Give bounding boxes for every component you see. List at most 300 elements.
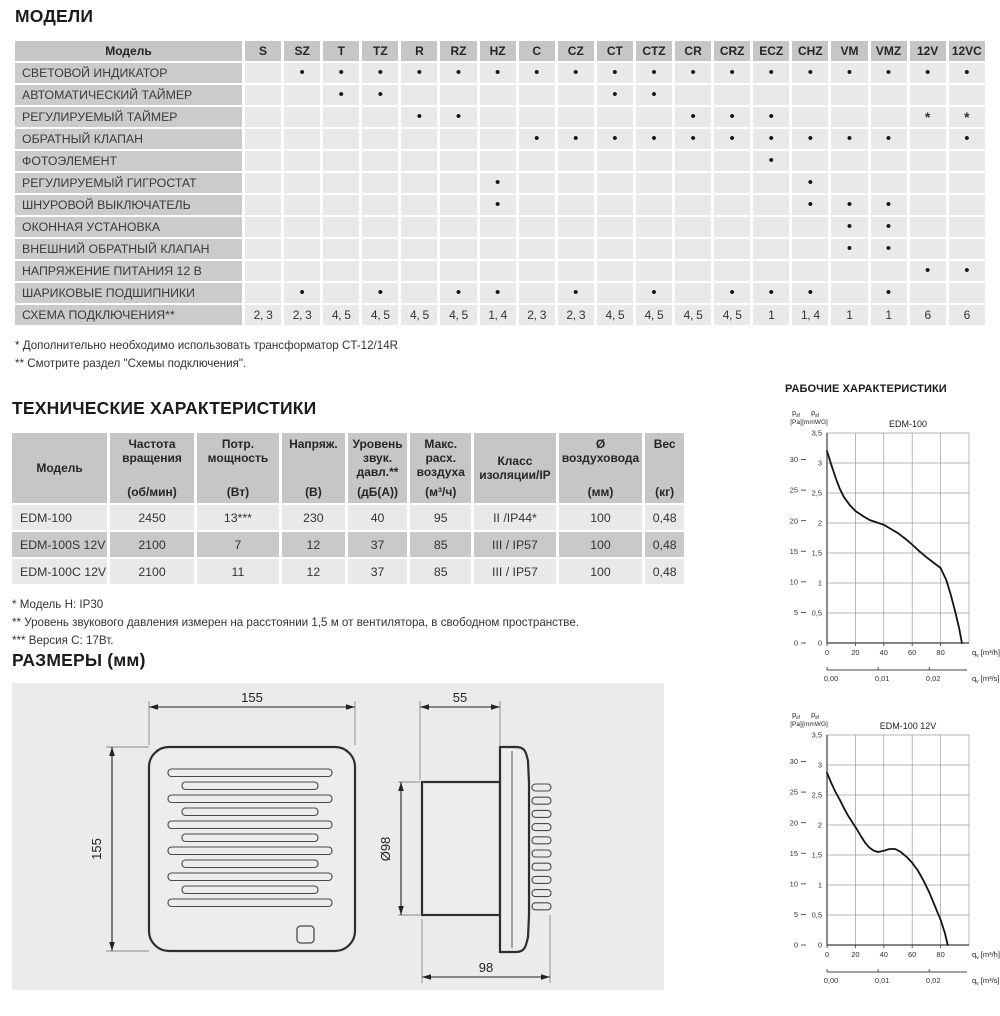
m3h-tick-label: 60	[908, 950, 917, 959]
tech-header-title: Потр. мощность	[207, 437, 269, 465]
matrix-empty-cell	[636, 107, 672, 127]
matrix-empty-cell	[284, 107, 320, 127]
matrix-cell: 4, 5	[597, 305, 633, 325]
matrix-empty-cell	[949, 239, 985, 259]
matrix-empty-cell	[519, 173, 555, 193]
matrix-empty-cell	[636, 261, 672, 281]
matrix-empty-cell	[597, 173, 633, 193]
matrix-empty-cell	[949, 283, 985, 303]
flow-axis-unit: $q_v$ [m³/s]	[972, 976, 1000, 987]
duct-length-dim-label: 98	[478, 960, 494, 975]
feature-label: ФОТОЭЛЕМЕНТ	[15, 151, 242, 171]
mmwg-tick-label: 0	[817, 940, 822, 950]
matrix-cell: •	[792, 283, 828, 303]
model-column-header: HZ	[480, 41, 516, 61]
spring-coil	[532, 797, 551, 804]
matrix-cell: 6	[910, 305, 946, 325]
tech-header-title: Макс. расх. воздуха	[416, 437, 465, 479]
matrix-cell: •	[753, 63, 789, 83]
matrix-empty-cell	[910, 283, 946, 303]
tech-header-unit: (мм)	[587, 485, 614, 499]
matrix-empty-cell	[675, 283, 711, 303]
matrix-empty-cell	[636, 151, 672, 171]
m3h-tick-label: 0	[824, 950, 830, 959]
matrix-empty-cell	[792, 151, 828, 171]
matrix-empty-cell	[831, 85, 867, 105]
matrix-empty-cell	[714, 85, 750, 105]
matrix-empty-cell	[753, 85, 789, 105]
feature-row	[15, 107, 985, 127]
models-section	[15, 6, 987, 373]
m3s-tick-label: 0,02	[925, 976, 941, 985]
chart-title: EDM-100	[888, 419, 928, 429]
pa-tick-label: 30	[789, 455, 798, 465]
spring-coil	[532, 810, 551, 817]
side-depth-dim-label: 55	[452, 690, 468, 705]
feature-label: ВНЕШНИЙ ОБРАТНЫЙ КЛАПАН	[15, 239, 242, 259]
model-column-header: 12V	[910, 41, 946, 61]
matrix-empty-cell	[910, 151, 946, 171]
feature-row	[15, 217, 985, 237]
matrix-cell: •	[831, 129, 867, 149]
feature-label: ШАРИКОВЫЕ ПОДШИПНИКИ	[15, 283, 242, 303]
model-feature-matrix	[12, 39, 988, 327]
performance-chart-edm100	[785, 403, 1000, 693]
pa-tick-label: 10	[789, 879, 798, 889]
matrix-empty-cell	[636, 239, 672, 259]
matrix-empty-cell	[401, 129, 437, 149]
matrix-empty-cell	[831, 107, 867, 127]
matrix-empty-cell	[714, 195, 750, 215]
tech-value-cell: 85	[410, 559, 471, 584]
matrix-cell: 6	[949, 305, 985, 325]
pa-tick-label: 10	[789, 577, 798, 587]
feature-label: АВТОМАТИЧЕСКИЙ ТАЙМЕР	[15, 85, 242, 105]
model-column-header: SZ	[284, 41, 320, 61]
matrix-cell: 2, 3	[284, 305, 320, 325]
matrix-empty-cell	[597, 217, 633, 237]
matrix-empty-cell	[675, 239, 711, 259]
footnote-line: *** Версия С: 17Вт.	[12, 633, 114, 647]
matrix-cell: •	[871, 217, 907, 237]
feature-row	[15, 195, 985, 215]
matrix-empty-cell	[440, 151, 476, 171]
matrix-empty-cell	[558, 217, 594, 237]
matrix-empty-cell	[245, 63, 281, 83]
matrix-empty-cell	[558, 85, 594, 105]
model-column-header: TZ	[362, 41, 398, 61]
matrix-empty-cell	[949, 195, 985, 215]
mmwg-tick-label: 0	[817, 638, 822, 648]
pressure-axis-unit: [mmWG]	[802, 419, 828, 426]
matrix-empty-cell	[949, 217, 985, 237]
feature-label: РЕГУЛИРУЕМЫЙ ТАЙМЕР	[15, 107, 242, 127]
matrix-cell: 4, 5	[323, 305, 359, 325]
pa-tick-label: 5	[793, 910, 798, 920]
matrix-empty-cell	[753, 195, 789, 215]
matrix-empty-cell	[245, 261, 281, 281]
pressure-axis-unit: [mmWG]	[802, 721, 828, 728]
matrix-empty-cell	[362, 195, 398, 215]
feature-row	[15, 239, 985, 259]
model-column-header: CTZ	[636, 41, 672, 61]
fan-duct-body	[422, 782, 500, 915]
duct-diameter-dim-label: Ø98	[378, 836, 393, 862]
footnote-line: * Дополнительно необходимо использовать трансформатор CT-12/14R	[15, 339, 399, 352]
matrix-empty-cell	[636, 173, 672, 193]
tech-value-cell: 37	[348, 532, 407, 557]
matrix-cell: •	[871, 63, 907, 83]
matrix-empty-cell	[245, 283, 281, 303]
matrix-empty-cell	[480, 85, 516, 105]
tech-column-header	[110, 433, 194, 503]
matrix-cell: •	[753, 107, 789, 127]
tech-value-cell: 85	[410, 532, 471, 557]
spring-coil	[532, 903, 551, 910]
matrix-empty-cell	[245, 217, 281, 237]
m3h-tick-label: 60	[908, 648, 917, 657]
matrix-cell: •	[675, 107, 711, 127]
tech-value-cell: 0,48	[645, 532, 684, 557]
matrix-cell: 2, 3	[519, 305, 555, 325]
mmwg-tick-label: 1	[817, 880, 822, 890]
matrix-cell: •	[401, 63, 437, 83]
matrix-empty-cell	[871, 151, 907, 171]
matrix-cell: •	[440, 283, 476, 303]
dimensions-panel	[12, 683, 664, 990]
tech-value-cell: 100	[559, 559, 643, 584]
matrix-empty-cell	[910, 239, 946, 259]
tech-value-cell: 2100	[110, 532, 194, 557]
fan-front-cover-side	[500, 747, 529, 952]
matrix-empty-cell	[949, 173, 985, 193]
model-column-header: R	[401, 41, 437, 61]
tech-footnotes	[12, 596, 687, 650]
matrix-cell: •	[636, 129, 672, 149]
model-name-cell: EDM-100	[12, 505, 107, 530]
matrix-empty-cell	[714, 173, 750, 193]
matrix-empty-cell	[519, 151, 555, 171]
matrix-empty-cell	[910, 217, 946, 237]
matrix-empty-cell	[753, 173, 789, 193]
matrix-empty-cell	[675, 261, 711, 281]
model-column-header: C	[519, 41, 555, 61]
matrix-empty-cell	[871, 261, 907, 281]
pressure-axis-unit: [Pa]	[790, 419, 802, 426]
matrix-empty-cell	[597, 107, 633, 127]
spring-coil	[532, 784, 551, 791]
m3s-tick-label: 0,01	[874, 674, 890, 683]
matrix-empty-cell	[871, 173, 907, 193]
tech-header-title: Напряж.	[289, 437, 338, 451]
matrix-cell: •	[753, 283, 789, 303]
matrix-empty-cell	[440, 217, 476, 237]
model-name-cell: EDM-100S 12V	[12, 532, 107, 557]
matrix-empty-cell	[245, 129, 281, 149]
spring-coil	[532, 824, 551, 831]
tech-value-cell: 0,48	[645, 559, 684, 584]
tech-header-unit: (м³/ч)	[425, 485, 457, 499]
tech-header-title: Модель	[36, 461, 83, 475]
feature-label: ОБРАТНЫЙ КЛАПАН	[15, 129, 242, 149]
matrix-empty-cell	[323, 107, 359, 127]
feature-row	[15, 173, 985, 193]
matrix-empty-cell	[910, 173, 946, 193]
matrix-empty-cell	[401, 151, 437, 171]
mmwg-tick-label: 2,5	[811, 790, 822, 800]
matrix-cell: •	[910, 63, 946, 83]
model-column-header: T	[323, 41, 359, 61]
matrix-empty-cell	[519, 195, 555, 215]
matrix-empty-cell	[440, 129, 476, 149]
matrix-empty-cell	[519, 217, 555, 237]
matrix-empty-cell	[323, 261, 359, 281]
matrix-cell: •	[323, 85, 359, 105]
tech-header-unit: (В)	[305, 485, 322, 499]
flow-axis-unit: $q_v$ [m³/s]	[972, 674, 1000, 685]
matrix-empty-cell	[401, 217, 437, 237]
matrix-cell: •	[831, 195, 867, 215]
matrix-empty-cell	[401, 85, 437, 105]
matrix-cell: •	[792, 195, 828, 215]
matrix-cell: •	[910, 261, 946, 281]
matrix-empty-cell	[558, 239, 594, 259]
pressure-axis-symbol: $p_{sf}$	[811, 410, 819, 419]
matrix-empty-cell	[831, 283, 867, 303]
matrix-empty-cell	[910, 195, 946, 215]
matrix-empty-cell	[323, 195, 359, 215]
matrix-cell: 4, 5	[714, 305, 750, 325]
matrix-cell: 4, 5	[362, 305, 398, 325]
matrix-cell: •	[558, 129, 594, 149]
matrix-empty-cell	[480, 261, 516, 281]
matrix-empty-cell	[597, 195, 633, 215]
matrix-empty-cell	[440, 261, 476, 281]
spring-coil	[532, 850, 551, 857]
spring-coil	[532, 837, 551, 844]
model-column-header: CRZ	[714, 41, 750, 61]
flow-axis-unit: $q_v$ [m³/h]	[972, 648, 1000, 659]
matrix-empty-cell	[362, 107, 398, 127]
tech-column-header	[12, 433, 107, 503]
matrix-empty-cell	[675, 217, 711, 237]
feature-label: СХЕМА ПОДКЛЮЧЕНИЯ**	[15, 305, 242, 325]
m3h-tick-label: 0	[824, 648, 830, 657]
tech-value-cell: 2450	[110, 505, 194, 530]
tech-column-header	[559, 433, 643, 503]
m3h-tick-label: 20	[851, 648, 860, 657]
tech-column-header	[645, 433, 684, 503]
mmwg-tick-label: 2	[817, 518, 822, 528]
matrix-cell: •	[792, 173, 828, 193]
matrix-empty-cell	[362, 217, 398, 237]
matrix-empty-cell	[440, 239, 476, 259]
matrix-empty-cell	[401, 261, 437, 281]
chart-grid	[827, 735, 969, 945]
matrix-empty-cell	[362, 239, 398, 259]
matrix-empty-cell	[714, 239, 750, 259]
matrix-cell: •	[597, 63, 633, 83]
footnote-line: ** Уровень звукового давления измерен на расстоянии 1,5 м от вентилятора, в свободном пространстве.	[12, 615, 579, 629]
feature-label: НАПРЯЖЕНИЕ ПИТАНИЯ 12 В	[15, 261, 242, 281]
matrix-cell: •	[831, 63, 867, 83]
model-column-header: Модель	[15, 41, 242, 61]
matrix-empty-cell	[597, 239, 633, 259]
feature-row	[15, 85, 985, 105]
pa-tick-label: 30	[789, 757, 798, 767]
models-footnotes	[15, 337, 987, 373]
tech-column-header	[474, 433, 555, 503]
matrix-empty-cell	[636, 195, 672, 215]
m3s-tick-label: 0,01	[874, 976, 890, 985]
charts-heading: РАБОЧИЕ ХАРАКТЕРИСТИКИ	[785, 383, 947, 395]
matrix-cell: •	[949, 261, 985, 281]
matrix-empty-cell	[792, 217, 828, 237]
tech-value-cell: III / IP57	[474, 532, 555, 557]
tech-value-cell: III / IP57	[474, 559, 555, 584]
matrix-empty-cell	[245, 173, 281, 193]
matrix-cell: •	[480, 283, 516, 303]
spring-coil	[532, 876, 551, 883]
matrix-cell: •	[597, 129, 633, 149]
mmwg-tick-label: 3	[817, 458, 822, 468]
pressure-axis-symbol: $p_{sf}$	[792, 410, 800, 419]
matrix-empty-cell	[401, 173, 437, 193]
mmwg-tick-label: 3,5	[811, 730, 822, 740]
matrix-empty-cell	[245, 151, 281, 171]
tech-specs-table	[9, 431, 687, 586]
matrix-cell: •	[636, 63, 672, 83]
matrix-empty-cell	[558, 107, 594, 127]
pa-tick-label: 5	[793, 608, 798, 618]
tech-value-cell: 13***	[197, 505, 279, 530]
matrix-cell: •	[362, 85, 398, 105]
model-name-cell: EDM-100C 12V	[12, 559, 107, 584]
matrix-empty-cell	[519, 85, 555, 105]
matrix-cell: •	[714, 107, 750, 127]
tech-value-cell: 12	[282, 559, 345, 584]
model-column-header: VMZ	[871, 41, 907, 61]
tech-value-cell: 40	[348, 505, 407, 530]
tech-header-unit: (об/мин)	[127, 485, 177, 499]
tech-header-unit: (дБ(А))	[357, 485, 398, 499]
matrix-empty-cell	[245, 107, 281, 127]
matrix-cell: •	[792, 63, 828, 83]
spring-coil	[532, 890, 551, 897]
chart-title: EDM-100 12V	[879, 721, 937, 731]
tech-value-cell: 7	[197, 532, 279, 557]
matrix-empty-cell	[831, 151, 867, 171]
matrix-empty-cell	[480, 151, 516, 171]
matrix-cell: •	[714, 63, 750, 83]
feature-row	[15, 63, 985, 83]
tech-value-cell: 95	[410, 505, 471, 530]
models-heading: МОДЕЛИ	[15, 6, 94, 26]
matrix-empty-cell	[284, 217, 320, 237]
matrix-cell: •	[831, 239, 867, 259]
matrix-cell: •	[675, 63, 711, 83]
mmwg-tick-label: 1,5	[811, 548, 822, 558]
matrix-cell: •	[480, 63, 516, 83]
matrix-empty-cell	[636, 217, 672, 237]
matrix-empty-cell	[362, 129, 398, 149]
matrix-empty-cell	[558, 195, 594, 215]
model-column-header: CT	[597, 41, 633, 61]
mmwg-tick-label: 3	[817, 760, 822, 770]
matrix-cell: 2, 3	[558, 305, 594, 325]
matrix-empty-cell	[910, 85, 946, 105]
matrix-empty-cell	[558, 151, 594, 171]
tech-value-cell: 100	[559, 532, 643, 557]
matrix-empty-cell	[284, 195, 320, 215]
matrix-empty-cell	[480, 239, 516, 259]
tech-value-cell: 100	[559, 505, 643, 530]
model-column-header: VM	[831, 41, 867, 61]
matrix-cell: •	[480, 173, 516, 193]
tech-heading: ТЕХНИЧЕСКИЕ ХАРАКТЕРИСТИКИ	[12, 398, 317, 418]
matrix-empty-cell	[284, 151, 320, 171]
chart-grid	[827, 433, 969, 643]
pa-tick-label: 25	[789, 787, 798, 797]
matrix-empty-cell	[597, 151, 633, 171]
tech-value-cell: II /IP44*	[474, 505, 555, 530]
matrix-cell: 1, 4	[792, 305, 828, 325]
tech-section	[12, 398, 687, 650]
matrix-empty-cell	[401, 195, 437, 215]
matrix-cell: •	[714, 283, 750, 303]
matrix-cell: •	[714, 129, 750, 149]
matrix-cell: •	[636, 283, 672, 303]
feature-row	[15, 305, 985, 325]
pa-tick-label: 15	[789, 848, 798, 858]
matrix-empty-cell	[440, 85, 476, 105]
matrix-empty-cell	[519, 261, 555, 281]
matrix-cell: •	[871, 283, 907, 303]
front-width-dim-label: 155	[241, 690, 263, 705]
matrix-empty-cell	[949, 85, 985, 105]
tech-value-cell: 37	[348, 559, 407, 584]
footnote-line: * Модель H: IP30	[12, 598, 104, 611]
matrix-empty-cell	[401, 283, 437, 303]
matrix-empty-cell	[597, 261, 633, 281]
model-column-header: CZ	[558, 41, 594, 61]
matrix-empty-cell	[792, 261, 828, 281]
tech-value-cell: 0,48	[645, 505, 684, 530]
matrix-empty-cell	[362, 173, 398, 193]
matrix-empty-cell	[753, 261, 789, 281]
matrix-empty-cell	[440, 173, 476, 193]
tech-column-header	[410, 433, 471, 503]
flow-axis-unit: $q_v$ [m³/h]	[972, 950, 1000, 961]
tech-column-header	[197, 433, 279, 503]
tech-row	[12, 559, 684, 584]
tech-header-title: Уровень звук. давл.**	[352, 437, 403, 479]
m3s-tick-label: 0,02	[925, 674, 941, 683]
matrix-empty-cell	[323, 239, 359, 259]
matrix-cell: •	[519, 129, 555, 149]
matrix-cell: •	[675, 129, 711, 149]
matrix-cell: •	[284, 63, 320, 83]
mmwg-tick-label: 1	[817, 578, 822, 588]
matrix-empty-cell	[714, 151, 750, 171]
front-height-dim-label: 155	[89, 838, 104, 860]
matrix-cell: •	[831, 217, 867, 237]
matrix-cell: •	[753, 151, 789, 171]
matrix-cell: •	[519, 63, 555, 83]
model-column-header: S	[245, 41, 281, 61]
matrix-empty-cell	[753, 239, 789, 259]
matrix-cell: 1	[831, 305, 867, 325]
